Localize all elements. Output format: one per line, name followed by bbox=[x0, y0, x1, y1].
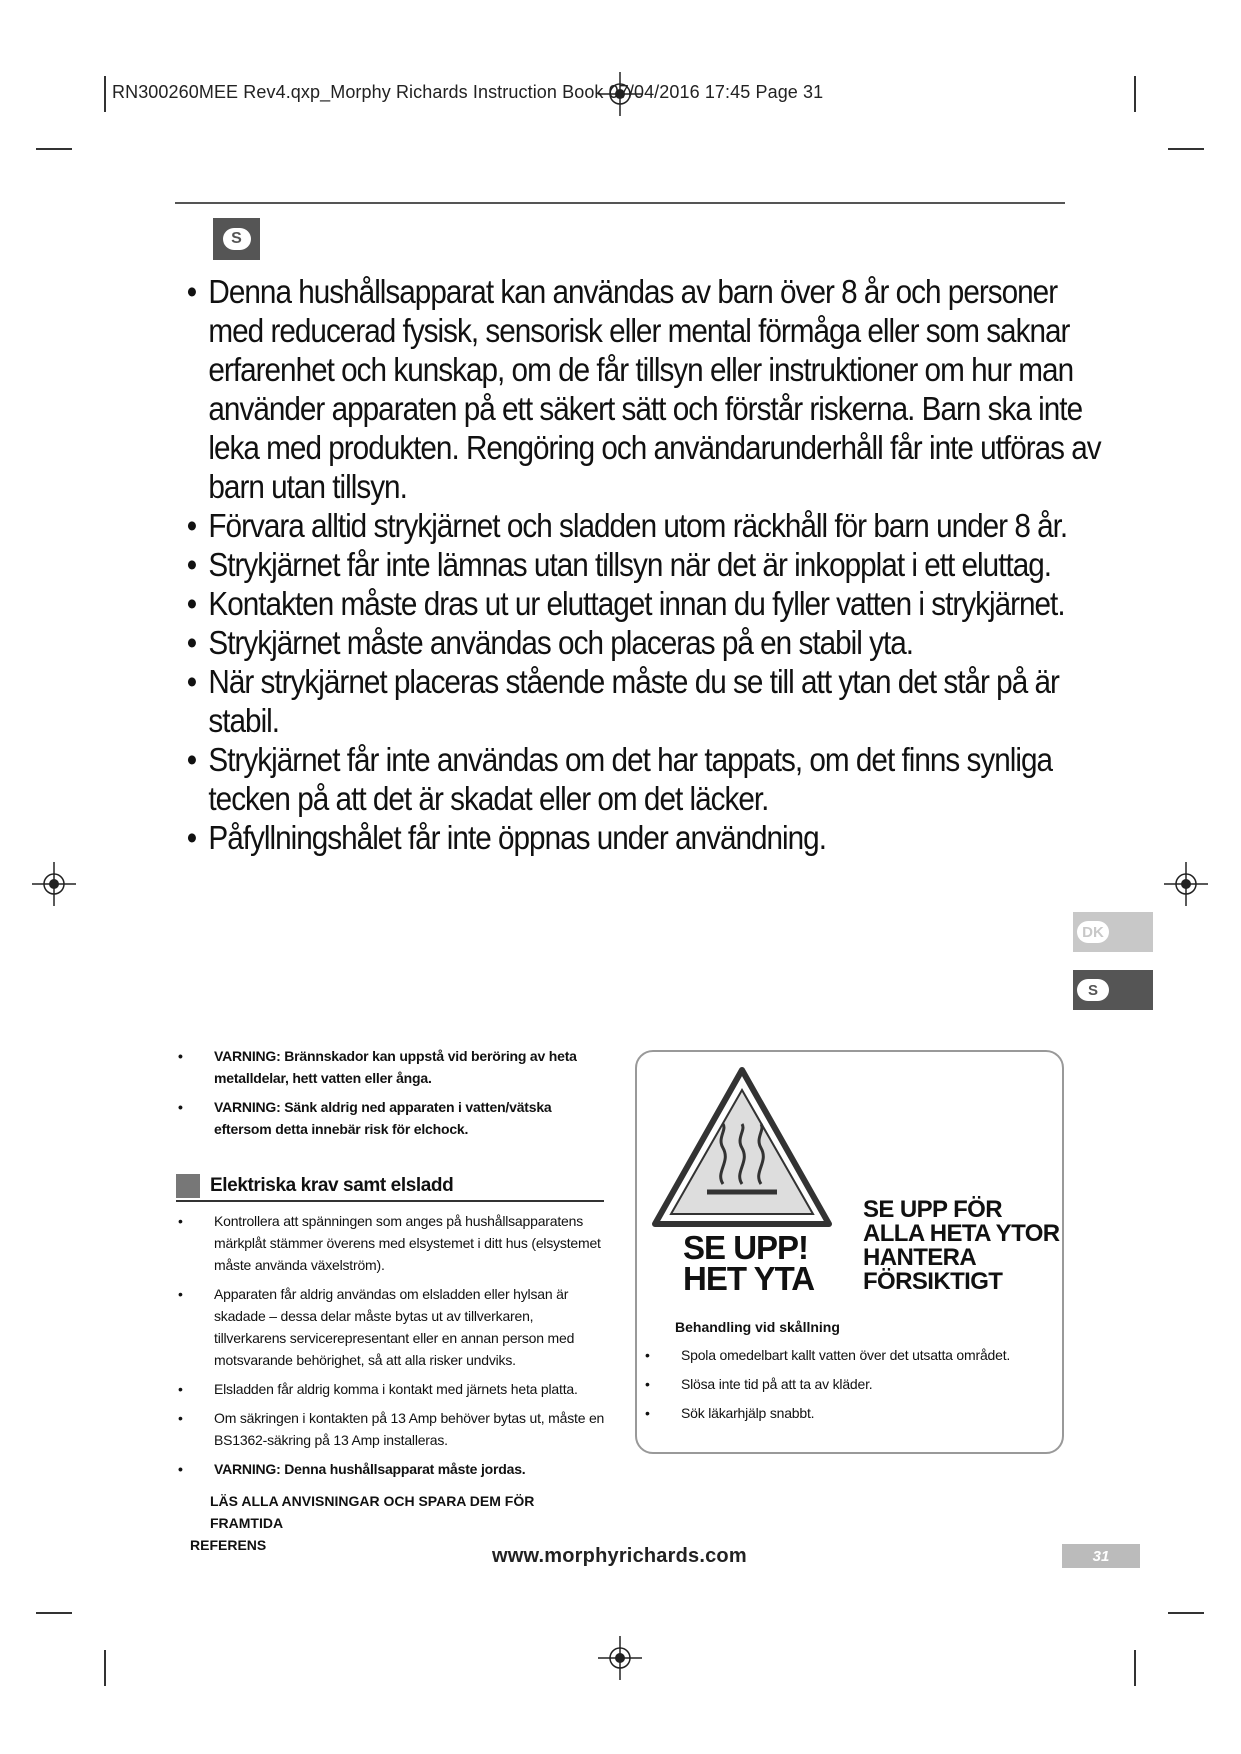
electrical-heading-text: Elektriska krav samt elsladd bbox=[210, 1175, 454, 1196]
crop-mark bbox=[104, 1650, 106, 1686]
electrical-item: • Elsladden får aldrig komma i kontakt med järnets heta platta. bbox=[178, 1378, 608, 1400]
crop-mark bbox=[1168, 1612, 1204, 1614]
burn-step: • Slösa inte tid på att ta av kläder. bbox=[645, 1373, 1045, 1395]
electrical-item: • Om säkringen i kontakten på 13 Amp behöver bytas ut, måste en BS1362-säkring på 13 Amp installeras. bbox=[178, 1407, 608, 1451]
caution-line: HANTERA bbox=[863, 1244, 977, 1271]
electrical-heading bbox=[176, 1172, 604, 1202]
side-tab-label: S bbox=[1077, 979, 1109, 1001]
registration-mark-icon bbox=[1164, 862, 1208, 906]
side-tab-s[interactable] bbox=[1073, 970, 1153, 1010]
sign-text bbox=[683, 1229, 815, 1297]
burn-step: • Spola omedelbart kallt vatten över det utsatta området. bbox=[645, 1344, 1045, 1366]
safety-item: • Strykjärnet får inte användas om det har tappats, om det finns synliga tecken på att det är skadat eller om det läcker. bbox=[176, 740, 1108, 818]
sign-line: HET YTA bbox=[683, 1260, 815, 1297]
electrical-block bbox=[178, 1210, 608, 1487]
electrical-item: • Apparaten får aldrig användas om elsladden eller hylsan är skadade – dessa delar måste bytas ut av tillverkaren, tillverkarens servicerepresentant eller en annan person med motsvarande behörighet, så att alla risker undviks. bbox=[178, 1283, 608, 1371]
warning-item: • VARNING: Brännskador kan uppstå vid beröring av heta metalldelar, hett vatten eller ånga. bbox=[178, 1045, 598, 1089]
registration-mark-icon bbox=[32, 862, 76, 906]
language-badge-label: S bbox=[223, 228, 251, 250]
header-rule bbox=[175, 202, 1065, 204]
crop-mark bbox=[36, 1612, 72, 1614]
print-slug: RN300260MEE Rev4.qxp_Morphy Richards Instruction Book 07/04/2016 17:45 Page 31 bbox=[112, 82, 824, 102]
safety-list bbox=[176, 272, 1101, 857]
safety-item: • Kontakten måste dras ut ur eluttaget innan du fyller vatten i strykjärnet. bbox=[176, 584, 1108, 623]
read-note-line-2: REFERENS bbox=[190, 1537, 267, 1553]
safety-item: • När strykjärnet placeras stående måste du se till att ytan det står på är stabil. bbox=[176, 662, 1108, 740]
read-note-line: LÄS ALLA ANVISNINGAR OCH SPARA DEM FÖR FRAMTIDA bbox=[210, 1493, 535, 1531]
burn-step: • Sök läkarhjälp snabbt. bbox=[645, 1402, 1045, 1424]
crop-mark bbox=[1168, 148, 1204, 150]
safety-item: • Påfyllningshålet får inte öppnas under användning. bbox=[176, 818, 1108, 857]
registration-mark-icon bbox=[598, 1636, 642, 1680]
crop-mark bbox=[1134, 76, 1136, 112]
language-badge bbox=[213, 218, 260, 260]
burn-treatment-list bbox=[645, 1344, 1045, 1431]
caution-text bbox=[863, 1198, 1060, 1294]
electrical-item: • Kontrollera att spänningen som anges på hushållsapparatens märkplåt stämmer överens med elsystemet i ditt hus (elsystemet måste använda växelström). bbox=[178, 1210, 608, 1276]
warnings-block bbox=[178, 1045, 598, 1147]
side-tab-label: DK bbox=[1077, 921, 1109, 943]
crop-mark bbox=[104, 76, 106, 112]
safety-item: • Strykjärnet måste användas och placeras på en stabil yta. bbox=[176, 623, 1108, 662]
warning-item: • VARNING: Sänk aldrig ned apparaten i vatten/vätska eftersom detta innebär risk för elchock. bbox=[178, 1096, 598, 1140]
crop-mark bbox=[1134, 1650, 1136, 1686]
safety-item: • Denna hushållsapparat kan användas av barn över 8 år och personer med reducerad fysisk, sensorisk eller mental förmåga eller som saknar erfarenhet och kunskap, om de får tillsyn eller instruktioner om hur man använder apparaten på ett säkert sätt och förstår riskerna. Barn ska inte leka med produkten. Rengöring och användarunderhåll får inte utföras av barn utan tillsyn. bbox=[176, 272, 1108, 506]
caution-line: SE UPP FÖR bbox=[863, 1196, 1002, 1223]
hot-surface-warning-icon bbox=[649, 1064, 835, 1234]
caution-line: ALLA HETA YTOR bbox=[863, 1220, 1060, 1247]
sign-line: SE UPP! bbox=[683, 1229, 809, 1266]
safety-item: • Strykjärnet får inte lämnas utan tillsyn när det är inkopplat i ett eluttag. bbox=[176, 545, 1108, 584]
heading-marker bbox=[176, 1174, 200, 1198]
footer-url: www.morphyrichards.com bbox=[492, 1545, 747, 1567]
caution-line: FÖRSIKTIGT bbox=[863, 1268, 1003, 1295]
page-number: 31 bbox=[1062, 1544, 1140, 1568]
hot-surface-box bbox=[635, 1050, 1064, 1454]
safety-item: • Förvara alltid strykjärnet och sladden utom räckhåll för barn under 8 år. bbox=[176, 506, 1108, 545]
crop-mark bbox=[36, 148, 72, 150]
earth-warning: • VARNING: Denna hushållsapparat måste jordas. bbox=[178, 1458, 608, 1480]
side-tab-dk[interactable] bbox=[1073, 912, 1153, 952]
burn-treatment-title: Behandling vid skållning bbox=[675, 1319, 840, 1335]
